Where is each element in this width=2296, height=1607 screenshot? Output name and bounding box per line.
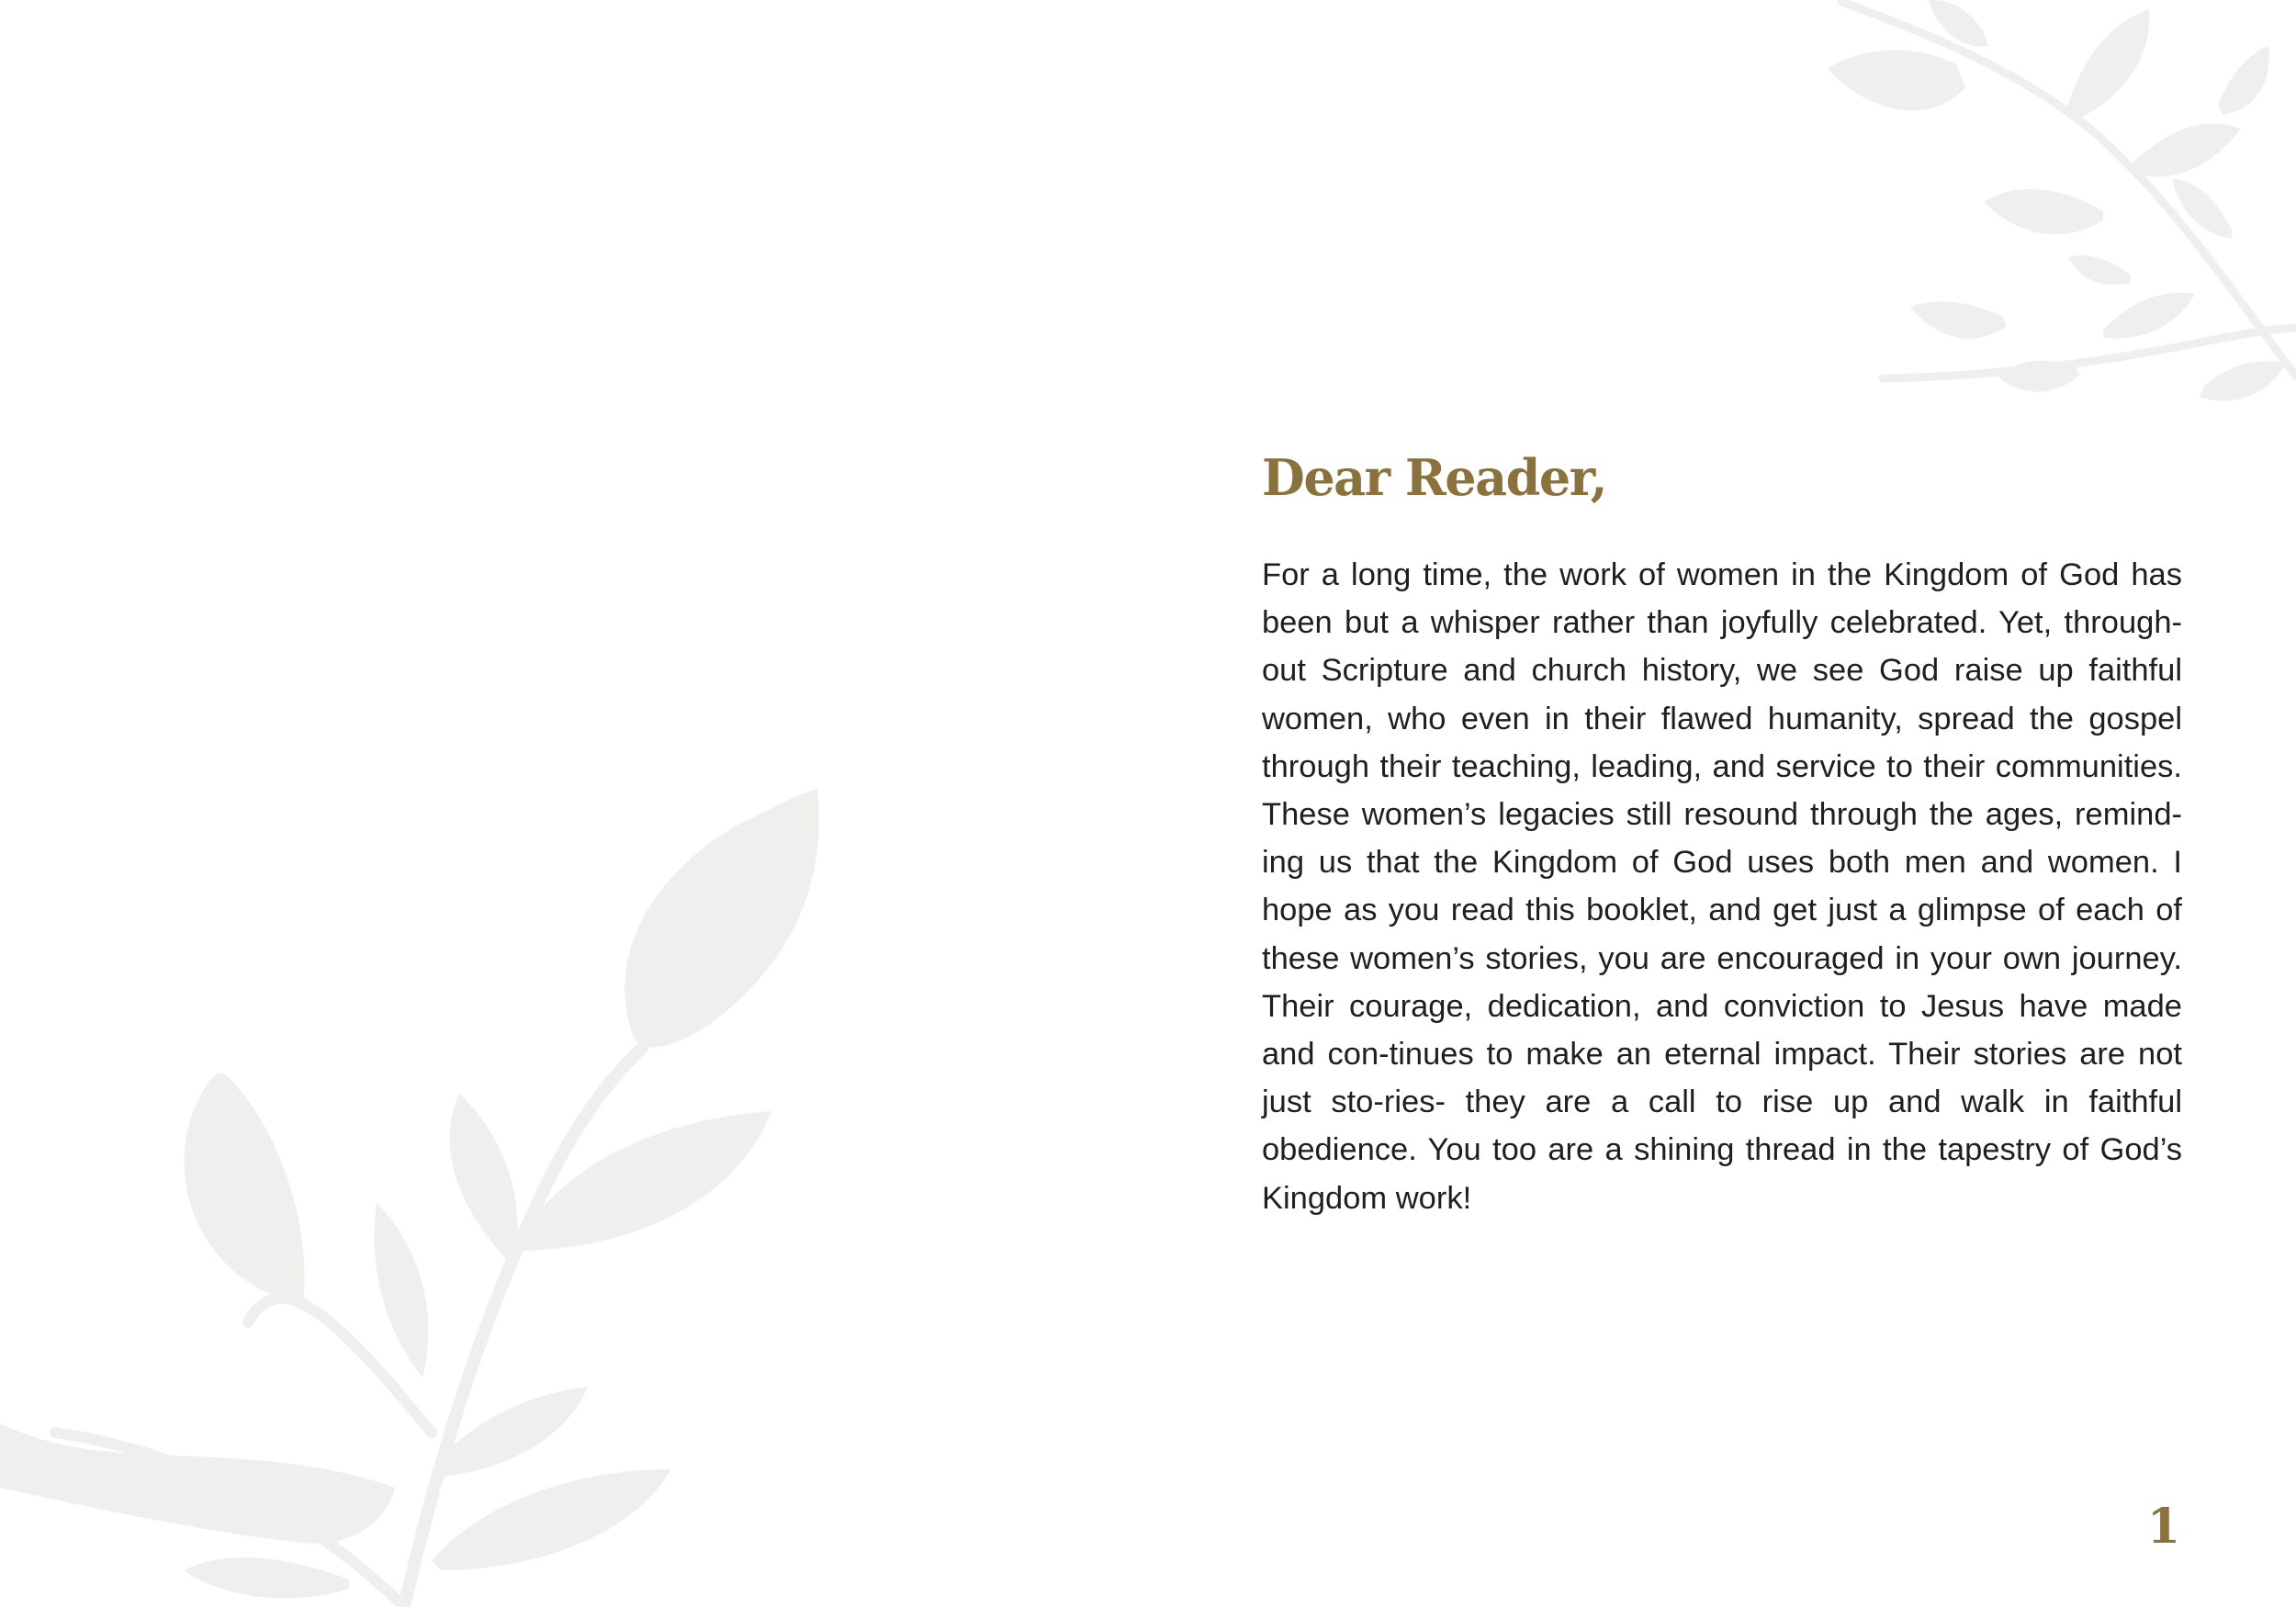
leaf-branch-bottom-left-icon: [0, 790, 845, 1607]
salutation-heading: Dear Reader,: [1262, 448, 1607, 507]
leaf-branch-top-right-icon: [1828, 0, 2296, 441]
letter-body-paragraph: For a long time, the work of women in the Kingdom of God has been but a whisper rather than joyfully celebrated. Yet, through-out Scripture and church history, we see God raise up faithful women, who even in their flawed humanity, spread the gospel through their teaching, leading, and service to their communities. These women’s legacies still resound through the ages, remind-ing us that the Kingdom of God uses both men and women. I hope as you read this booklet, and get just a glimpse of each of these women’s stories, you are encouraged in your own journey. Their courage, dedication, and conviction to Jesus have made and con-tinues to make an eternal impact. Their stories are not just sto-ries- they are a call to rise up and walk in faithful obedience. You too are a shining thread in the tapestry of God’s Kingdom work!: [1262, 557, 2182, 1216]
page-number: 1: [2146, 1499, 2180, 1555]
letter-content: [1262, 439, 2182, 1222]
